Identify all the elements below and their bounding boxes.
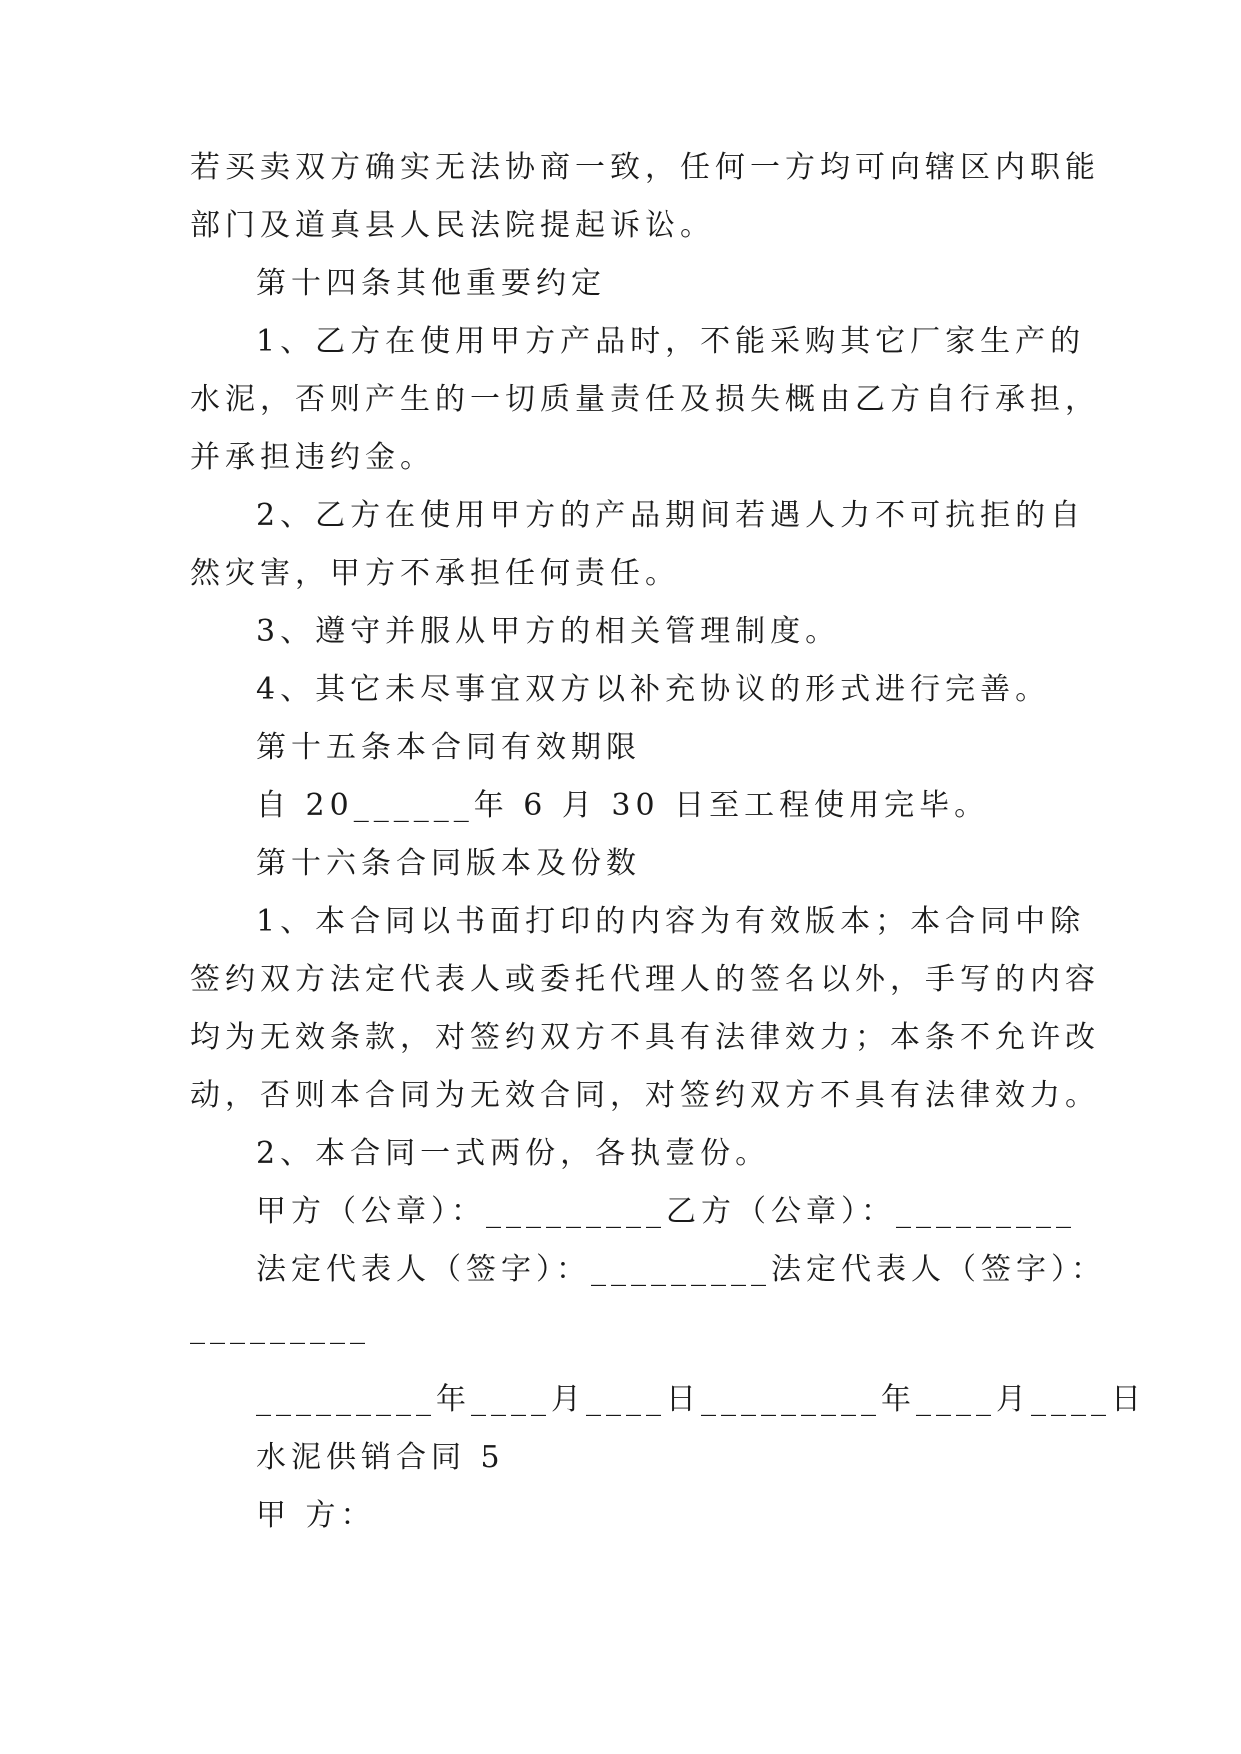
article14-item1-line3: 并承担违约金。 (190, 440, 435, 475)
dispute-line-1: 若买卖双方确实无法协商一致，任何一方均可向辖区内职能 (190, 150, 1100, 185)
article16-item1-line4: 动，否则本合同为无效合同，对签约双方不具有法律效力。 (190, 1078, 1100, 1113)
next-contract-party-a: 甲 方： (256, 1498, 376, 1533)
article16-item1-line1: 1、本合同以书面打印的内容为有效版本；本合同中除 (256, 904, 1086, 939)
article16-item1-line2: 签约双方法定代表人或委托代理人的签名以外，手写的内容 (190, 962, 1100, 997)
article14-item3: 3、遵守并服从甲方的相关管理制度。 (256, 614, 841, 649)
article16-item2: 2、本合同一式两份，各执壹份。 (256, 1136, 771, 1171)
article15-heading: 第十五条本合同有效期限 (256, 730, 641, 765)
article14-item2-line1: 2、乙方在使用甲方的产品期间若遇人力不可抗拒的自 (256, 498, 1086, 533)
article14-item1-line1: 1、乙方在使用甲方产品时，不能采购其它厂家生产的 (256, 324, 1086, 359)
article16-item1-line3: 均为无效条款，对签约双方不具有法律效力；本条不允许改 (190, 1020, 1100, 1055)
article16-heading: 第十六条合同版本及份数 (256, 846, 641, 881)
representative-signature-line: 法定代表人（签字）：_________法定代表人（签字）： (256, 1252, 1106, 1287)
representative-signature-continuation: _________ (190, 1310, 370, 1345)
article14-item1-line2: 水泥，否则产生的一切质量责任及损失概由乙方自行承担， (190, 382, 1100, 417)
signature-date-line: _________年____月____日_________年____月____日 (256, 1382, 1146, 1417)
seal-signature-line: 甲方（公章）：_________乙方（公章）：_________ (256, 1194, 1076, 1229)
dispute-line-2: 部门及道真县人民法院提起诉讼。 (190, 208, 715, 243)
next-contract-title: 水泥供销合同 5 (256, 1440, 505, 1475)
article14-heading: 第十四条其他重要约定 (256, 266, 606, 301)
article15-text: 自 20______年 6 月 30 日至工程使用完毕。 (256, 788, 990, 823)
article14-item4: 4、其它未尽事宜双方以补充协议的形式进行完善。 (256, 672, 1051, 707)
article14-item2-line2: 然灾害，甲方不承担任何责任。 (190, 556, 680, 591)
